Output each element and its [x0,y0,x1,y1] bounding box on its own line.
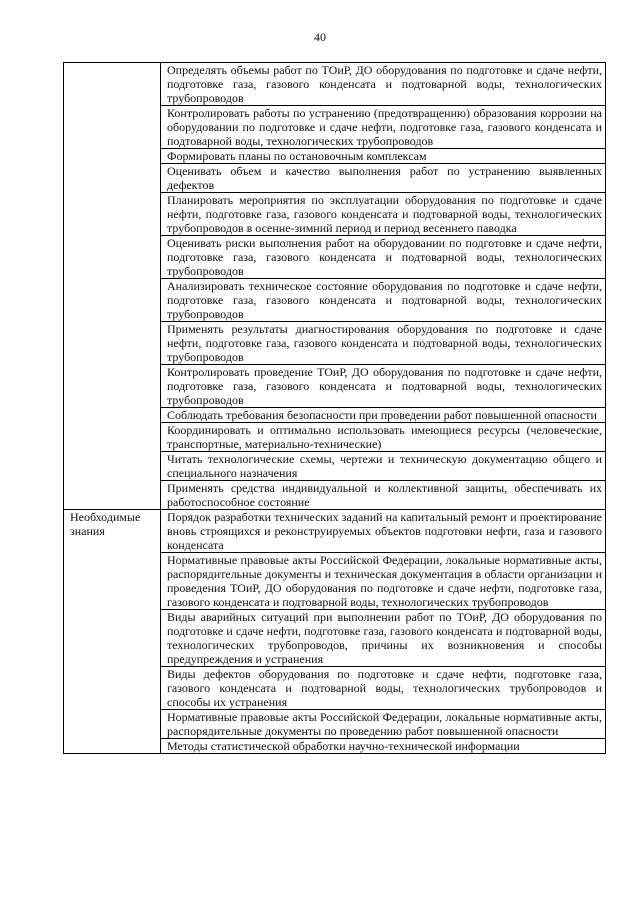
skill-item: Планировать мероприятия по эксплуатации оборудования по подготовке и сдаче нефти, подготовке газа, газового конденсата и подтоварной воды, технологических трубопроводов в осенне-зимний период и период весеннего паводка [161,193,606,236]
skill-item: Определять объемы работ по ТОиР, ДО оборудования по подготовке и сдаче нефти, подготовке газа, газового конденсата и подтоварной воды, технологических трубопроводов [161,63,606,106]
knowledge-item: Виды дефектов оборудования по подготовке и сдаче нефти, подготовке газа, газового конденсата и подтоварной воды, технологических трубопроводов и способы их устранения [161,667,606,710]
skill-item: Оценивать риски выполнения работ на оборудовании по подготовке и сдаче нефти, подготовке газа, газового конденсата и подтоварной воды, технологических трубопроводов [161,236,606,279]
page-number: 40 [314,30,326,44]
skill-item: Применять средства индивидуальной и коллективной защиты, обеспечивать их работоспособное состояние [161,481,606,510]
knowledge-item: Методы статистической обработки научно-технической информации [161,739,606,754]
competency-table [63,62,606,754]
table-row [64,63,606,106]
knowledge-item: Нормативные правовые акты Российской Федерации, локальные нормативные акты, распорядительные документы и техническая документация в области организации и проведения ТОиР, ДО оборудования по подготовке и сдаче нефти, подготовке газа, газового конденсата и подтоварной воды, технологических трубопроводов [161,553,606,610]
knowledge-label: Необходимые знания [64,510,161,754]
skill-item: Контролировать работы по устранению (предотвращению) образования коррозии на оборудовании по подготовке и сдаче нефти, подготовке газа, газового конденсата и подтоварной воды, технологических трубопроводов [161,106,606,149]
skill-item: Координировать и оптимально использовать имеющиеся ресурсы (человеческие, транспортные, материально-технические) [161,423,606,452]
skill-item: Контролировать проведение ТОиР, ДО оборудования по подготовке и сдаче нефти, подготовке газа, газового конденсата и подтоварной воды, технологических трубопроводов [161,365,606,408]
skill-item: Читать технологические схемы, чертежи и техническую документацию общего и специального назначения [161,452,606,481]
skill-item: Анализировать техническое состояние оборудования по подготовке и сдаче нефти, подготовке газа, газового конденсата и подтоварной воды, технологических трубопроводов [161,279,606,322]
skills-label-cell [64,63,161,510]
table-row [64,510,606,553]
skill-item: Применять результаты диагностирования оборудования по подготовке и сдаче нефти, подготовке газа, газового конденсата и подтоварной воды, технологических трубопроводов [161,322,606,365]
skill-item: Формировать планы по остановочным комплексам [161,149,606,164]
knowledge-item: Виды аварийных ситуаций при выполнении работ по ТОиР, ДО оборудования по подготовке и сдаче нефти, подготовке газа, газового конденсата и подтоварной воды, технологических трубопроводов, причины их возникновения и способы предупреждения и устранения [161,610,606,667]
knowledge-item: Нормативные правовые акты Российской Федерации, локальные нормативные акты, распорядительные документы по проведению работ повышенной опасности [161,710,606,739]
knowledge-item: Порядок разработки технических заданий на капитальный ремонт и проектирование вновь строящихся и реконструируемых объектов подготовки нефти, газа и газового конденсата [161,510,606,553]
skill-item: Соблюдать требования безопасности при проведении работ повышенной опасности [161,408,606,423]
skill-item: Оценивать объем и качество выполнения работ по устранению выявленных дефектов [161,164,606,193]
